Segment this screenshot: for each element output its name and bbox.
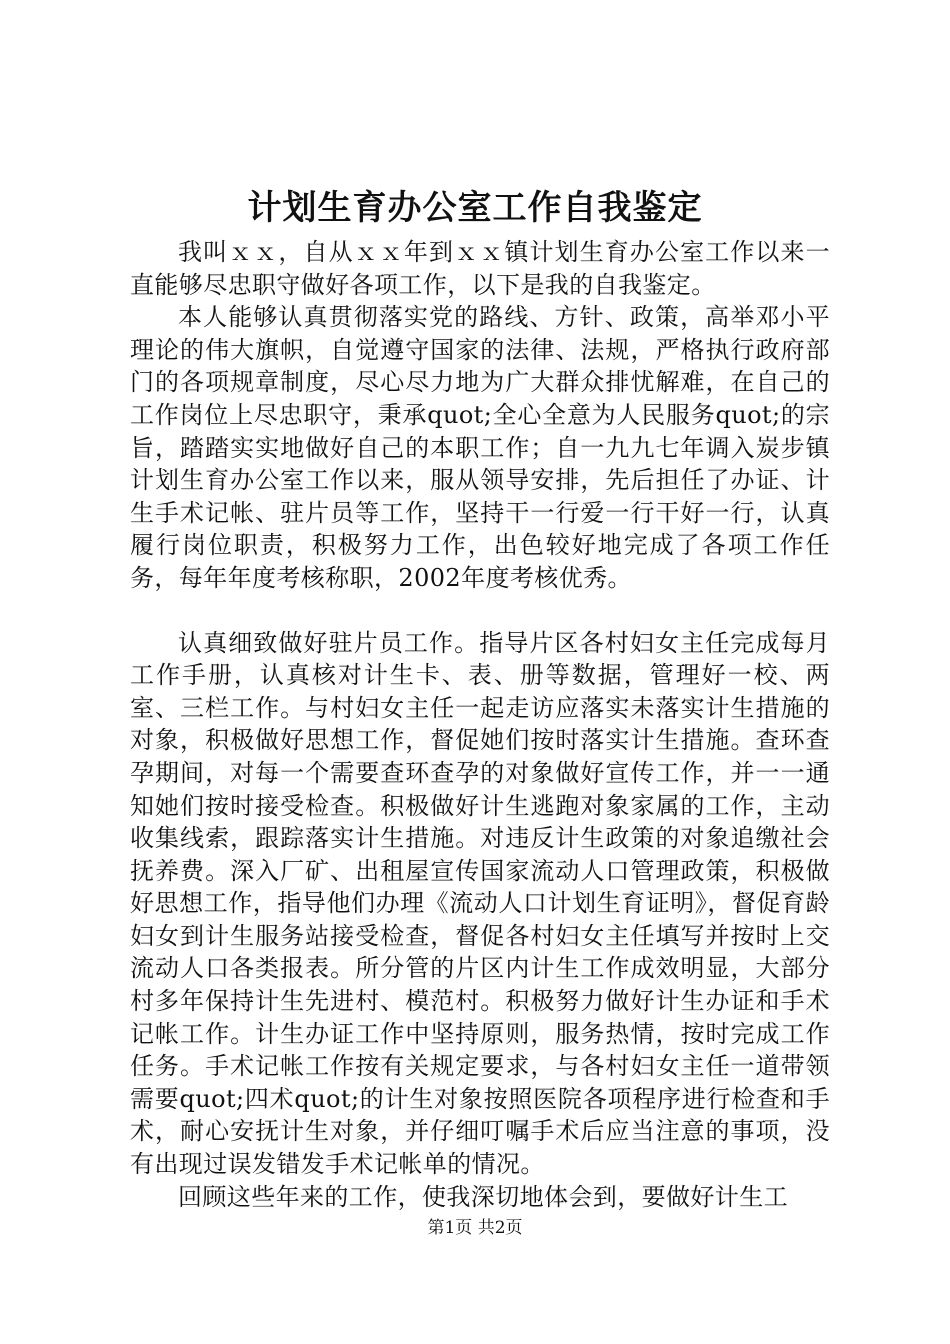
paragraph-gap <box>130 595 830 627</box>
paragraph-work-details: 认真细致做好驻片员工作。指导片区各村妇女主任完成每月工作手册，认真核对计生卡、表、册等数据，管理好一校、两室、三栏工作。与村妇女主任一起走访应落实未落实计生措施的对象，积极做好思想工作，督促她们按时落实计生措施。查环查孕期间，对每一个需要查环查孕的对象做好宣传工作，并一一通知她们按时接受检查。积极做好计生逃跑对象家属的工作，主动收集线索，跟踪落实计生措施。对违反计生政策的对象追缴社会抚养费。深入厂矿、出租屋宣传国家流动人口管理政策，积极做好思想工作，指导他们办理《流动人口计划生育证明》，督促育龄妇女到计生服务站接受检查，督促各村妇女主任填写并按时上交流动人口各类报表。所分管的片区内计生工作成效明显，大部分村多年保持计生先进村、模范村。积极努力做好计生办证和手术记帐工作。计生办证工作中坚持原则，服务热情，按时完成工作任务。手术记帐工作按有关规定要求，与各村妇女主任一道带领需要quot;四术quot;的计生对象按照医院各项程序进行检查和手术，耐心安抚计生对象，并仔细叮嘱手术后应当注意的事项，没有出现过误发错发手术记帐单的情况。 <box>130 628 830 1179</box>
paragraph-review: 回顾这些年来的工作，使我深切地体会到，要做好计生工 <box>178 1182 788 1211</box>
document-title: 计划生育办公室工作自我鉴定 <box>247 188 703 228</box>
page-number-footer: 第1页 共2页 <box>427 1218 523 1238</box>
paragraph-self-assessment: 本人能够认真贯彻落实党的路线、方针、政策，高举邓小平理论的伟大旗帜，自觉遵守国家的法律、法规，严格执行政府部门的各项规章制度，尽心尽力地为广大群众排忧解难，在自己的工作岗位上尽忠职守，秉承quot;全心全意为人民服务quot;的宗旨，踏踏实实地做好自己的本职工作；自一九九七年调入炭步镇计划生育办公室工作以来，服从领导安排，先后担任了办证、计生手术记帐、驻片员等工作，坚持干一行爱一行干好一行，认真履行岗位职责，积极努力工作，出色较好地完成了各项工作任务，每年年度考核称职，2002年度考核优秀。 <box>130 303 830 592</box>
paragraph-intro: 我叫ｘｘ，自从ｘｘ年到ｘｘ镇计划生育办公室工作以来一直能够尽忠职守做好各项工作，以下是我的自我鉴定。 <box>130 238 830 299</box>
document-body <box>130 236 830 1213</box>
